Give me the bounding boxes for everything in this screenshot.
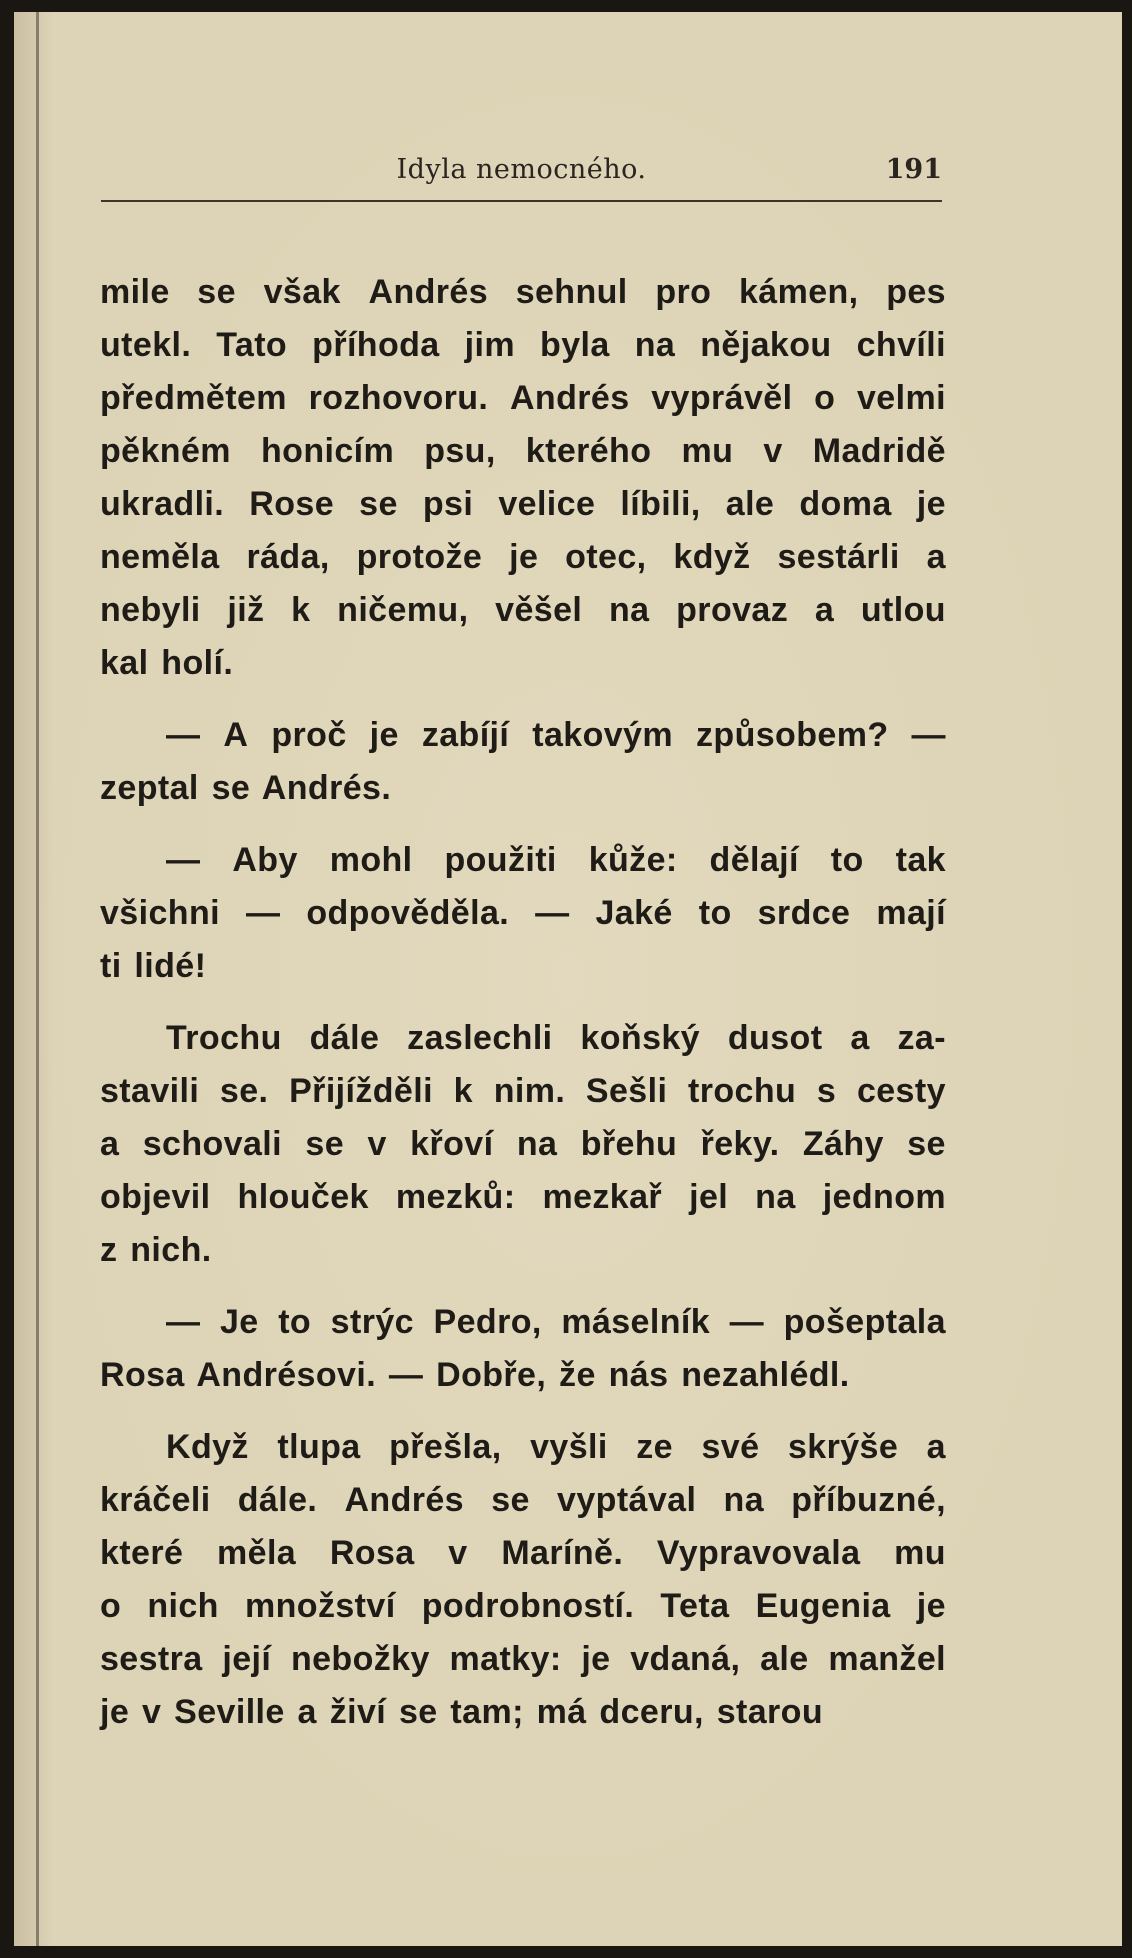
text-line: kráčeli dále. Andrés se vyptával na příbuzné, <box>100 1481 946 1519</box>
text-line: z nich. <box>100 1231 212 1269</box>
header-rule <box>101 200 942 202</box>
text-line: ukradli. Rose se psi velice líbili, ale doma je <box>100 485 946 523</box>
text-line: které měla Rosa v Maríně. Vypravovala mu <box>100 1534 946 1572</box>
running-title: Idyla nemocného. <box>396 154 647 185</box>
text-line: zeptal se Andrés. <box>100 769 392 807</box>
binding-edge <box>36 12 39 1946</box>
page-number: 191 <box>885 154 942 185</box>
text-line: — A proč je zabíjí takovým způsobem? — <box>166 716 946 754</box>
text-line: o nich množství podrobností. Teta Eugenia je <box>100 1587 946 1625</box>
paragraph <box>100 834 946 993</box>
paragraph <box>100 1421 946 1739</box>
text-line: Rosa Andrésovi. — Dobře, že nás nezahlédl. <box>100 1356 850 1394</box>
text-line: utekl. Tato příhoda jim byla na nějakou chvíli <box>100 326 946 364</box>
page-header <box>101 154 942 194</box>
body-text <box>100 266 946 1758</box>
text-line: mile se však Andrés sehnul pro kámen, pes <box>100 273 946 311</box>
text-line: všichni — odpověděla. — Jaké to srdce mají <box>100 894 946 932</box>
text-line: Trochu dále zaslechli koňský dusot a za- <box>166 1019 946 1057</box>
text-line: kal holí. <box>100 644 234 682</box>
text-line: — Je to strýc Pedro, máselník — pošeptala <box>166 1303 946 1341</box>
text-line: nebyli již k ničemu, věšel na provaz a utlou <box>100 591 946 629</box>
text-line: stavili se. Přijížděli k nim. Sešli trochu s cesty <box>100 1072 946 1110</box>
text-line: ti lidé! <box>100 947 207 985</box>
book-page <box>14 12 1122 1946</box>
text-line: předmětem rozhovoru. Andrés vyprávěl o velmi <box>100 379 946 417</box>
text-line: je v Seville a živí se tam; má dceru, starou <box>100 1693 824 1731</box>
text-line: objevil hlouček mezků: mezkař jel na jednom <box>100 1178 946 1216</box>
text-line: pěkném honicím psu, kterého mu v Madridě <box>100 432 946 470</box>
paragraph <box>100 709 946 815</box>
text-line: sestra její nebožky matky: je vdaná, ale manžel <box>100 1640 946 1678</box>
text-line: a schovali se v křoví na břehu řeky. Záhy se <box>100 1125 946 1163</box>
text-line: neměla ráda, protože je otec, když sestárli a <box>100 538 946 576</box>
paragraph <box>100 1012 946 1277</box>
paragraph <box>100 1296 946 1402</box>
text-line: — Aby mohl použiti kůže: dělají to tak <box>166 841 946 879</box>
text-line: Když tlupa přešla, vyšli ze své skrýše a <box>166 1428 946 1466</box>
paragraph <box>100 266 946 690</box>
